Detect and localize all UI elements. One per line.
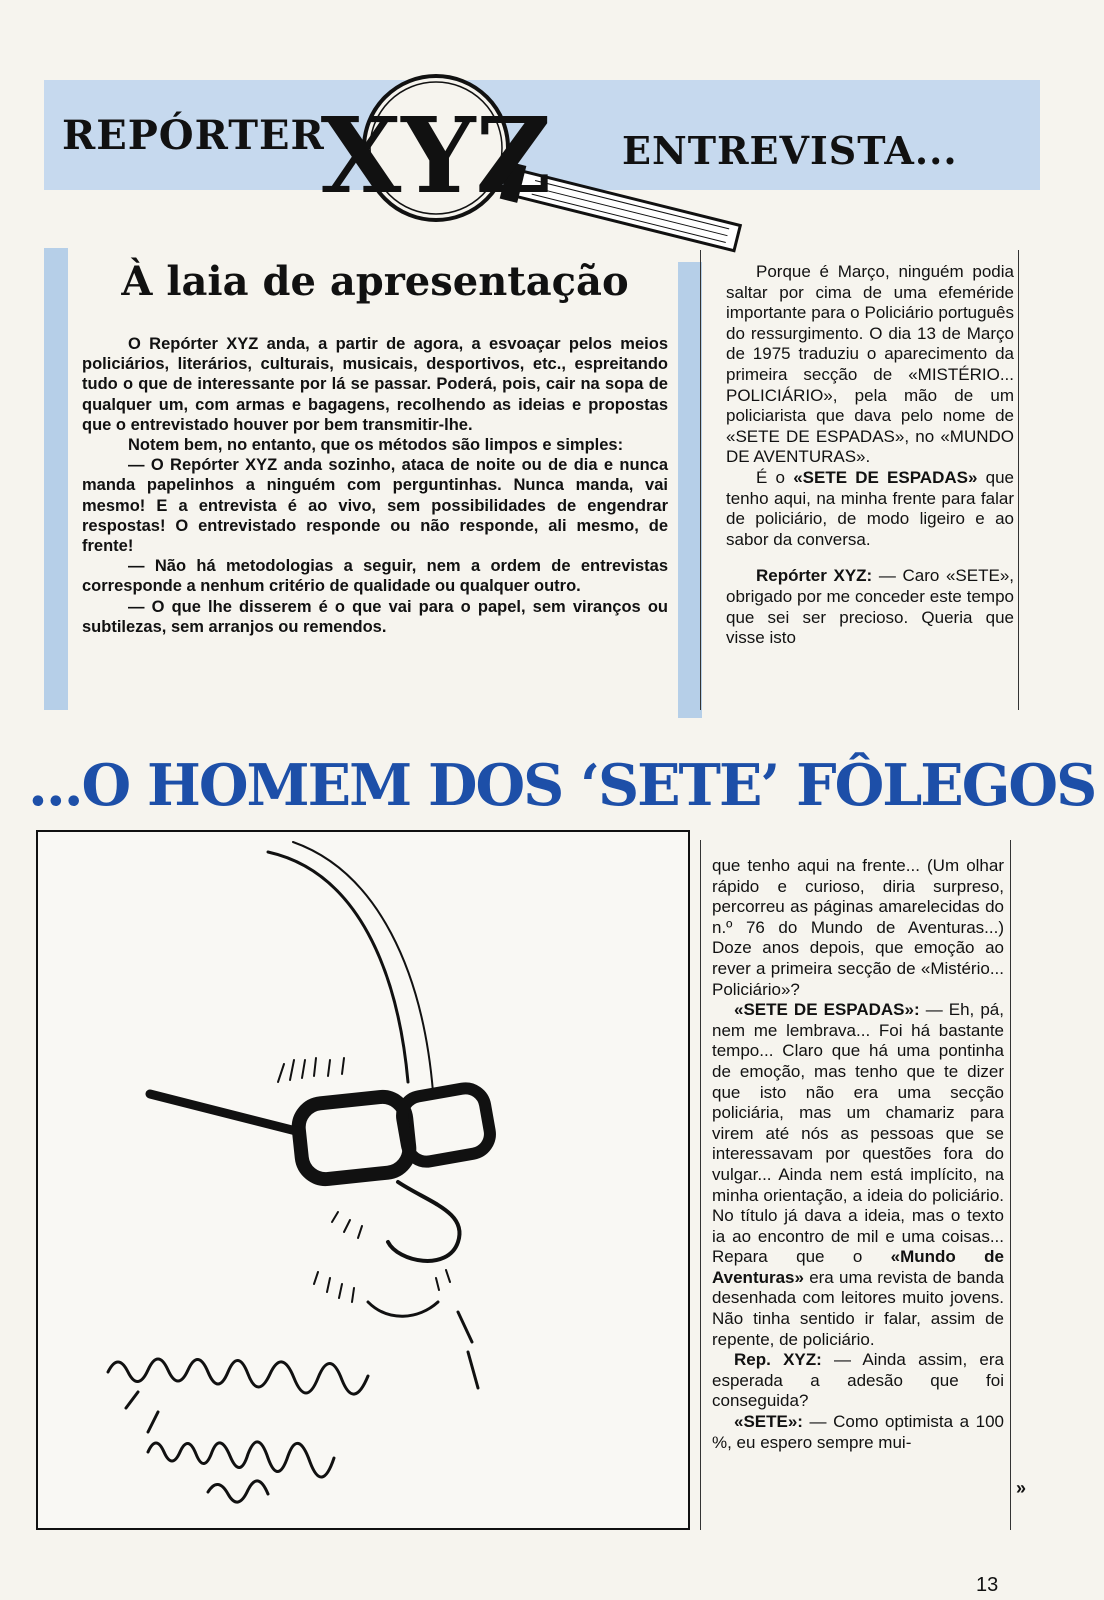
- column-rule: [700, 840, 701, 1530]
- intro-paragraph: O Repórter XYZ anda, a partir de agora, a esvoaçar pelos meios policiários, literários, culturais, musicais, desportivos, etc., espreitando tudo o que de interessante por lá se passar. Poderá, pois, cair na sopa de qualquer um, com armas e bagagens, recolhendo as ideias e propostas que o entrevistado houver por bem transmitir-lhe.: [82, 335, 668, 434]
- pseudonym-bold: «SETE DE ESPADAS»: [793, 467, 978, 487]
- column-rule: [1018, 250, 1019, 710]
- text-span: — Caro «SETE», obrigado por me conceder este tempo que sei ser precioso. Queria que visse isto: [726, 566, 1014, 648]
- speaker-label: Rep. XYZ:: [734, 1350, 822, 1370]
- speaker-label: «SETE»:: [734, 1412, 803, 1432]
- article-paragraph: [712, 1350, 1004, 1412]
- text-span: — Eh, pá, nem me lembrava... Foi há bastante tempo... Claro que há uma pontinha de emoção, mas tenho que te dizer que isto não era uma secção policiária, mas um chamariz para virem até nós as pessoas que se interessavam por questões fora do vulgar... Ainda nem está implícito, na minha orientação, a ideia do policiário. No título já dava a ideia, mas o texto ia ao encontro de mil e uma coisas... Repara que o: [712, 1000, 1004, 1267]
- magazine-name-bold: «Mundo de Aventuras»: [712, 1247, 1005, 1287]
- article-column-bottom: [712, 856, 1004, 1453]
- caricature-drawing-icon: [38, 832, 688, 1528]
- logo-text: XYZ: [320, 94, 552, 217]
- magnifier-logo-icon: [320, 72, 750, 242]
- intro-right-bar: [678, 262, 702, 718]
- continue-arrow-icon: »: [1016, 1478, 1027, 1498]
- intro-paragraph: Notem bem, no entanto, que os métodos são limpos e simples:: [128, 436, 624, 455]
- text-span: era uma revista de banda desenhada com leitores muito jovens. Não tinha sentido ir falar, assim de repente, de policiário.: [712, 1267, 1004, 1349]
- text-span: — Ainda assim, era esperada a adesão que foi conseguida?: [712, 1350, 1004, 1411]
- speaker-label: Repórter XYZ:: [756, 566, 873, 586]
- article-headline: ...O HOMEM DOS ‘SETE’ FÔLEGOS: [28, 752, 1096, 819]
- header-left-title: REPÓRTER: [62, 112, 325, 159]
- article-paragraph: [712, 1000, 1004, 1350]
- speaker-label: «SETE DE ESPADAS»:: [734, 1000, 920, 1020]
- page-number: 13: [976, 1574, 999, 1596]
- header-right-title: ENTREVISTA...: [622, 128, 958, 173]
- column-rule: [1010, 840, 1011, 1530]
- intro-left-bar: [44, 248, 68, 710]
- text-span: — Como optimista a 100 %, eu espero sempre mui-: [712, 1412, 1004, 1452]
- article-paragraph: [726, 468, 1014, 550]
- column-rule: [700, 250, 701, 710]
- intro-paragraph: — O que lhe disserem é o que vai para o papel, sem viranços ou subtilezas, sem arranjos ou remendos.: [82, 597, 668, 636]
- caricature-illustration: [36, 830, 690, 1530]
- article-paragraph: Porque é Março, ninguém podia saltar por cima de uma efeméride importante para o Policiário português do ressurgimento. O dia 13 de Março de 1975 traduziu o aparecimento da primeira secção de «MISTÉRIO... POLICIÁRIO», pela mão de um policiarista que dava pelo nome de «SETE DE ESPADAS», no «MUNDO DE AVENTURAS».: [726, 262, 1014, 467]
- intro-title: À laia de apresentação: [121, 258, 629, 305]
- article-paragraph: que tenho aqui na frente... (Um olhar rápido e curioso, diria surpreso, percorreu as páginas amarelecidas do n.º 76 do Mundo de Aventuras...) Doze anos depois, que emoção ao rever a primeira secção de «Mistério... Policiário»?: [712, 856, 1004, 999]
- intro-paragraph: — Não há metodologias a seguir, nem a ordem de entrevistas corresponde a nenhum critério de qualidade ou qualquer outro.: [82, 557, 668, 596]
- intro-paragraph: — O Repórter XYZ anda sozinho, ataca de noite ou de dia e nunca manda papelinhos a ninguém com perguntinhas. Nunca manda, vai mesmo! E a entrevista é ao vivo, sem possibilidades de engendrar respostas! O entrevistado responde ou não responde, ali mesmo, de frente!: [82, 456, 668, 556]
- article-paragraph: [726, 566, 1014, 648]
- intro-body: [82, 334, 668, 637]
- article-paragraph: [712, 1412, 1004, 1453]
- article-column-top: [726, 262, 1014, 649]
- text-span: É o: [756, 467, 794, 487]
- text-span: que tenho aqui, na minha frente para falar de policiário, de modo ligeiro e ao sabor da conversa.: [726, 467, 1014, 549]
